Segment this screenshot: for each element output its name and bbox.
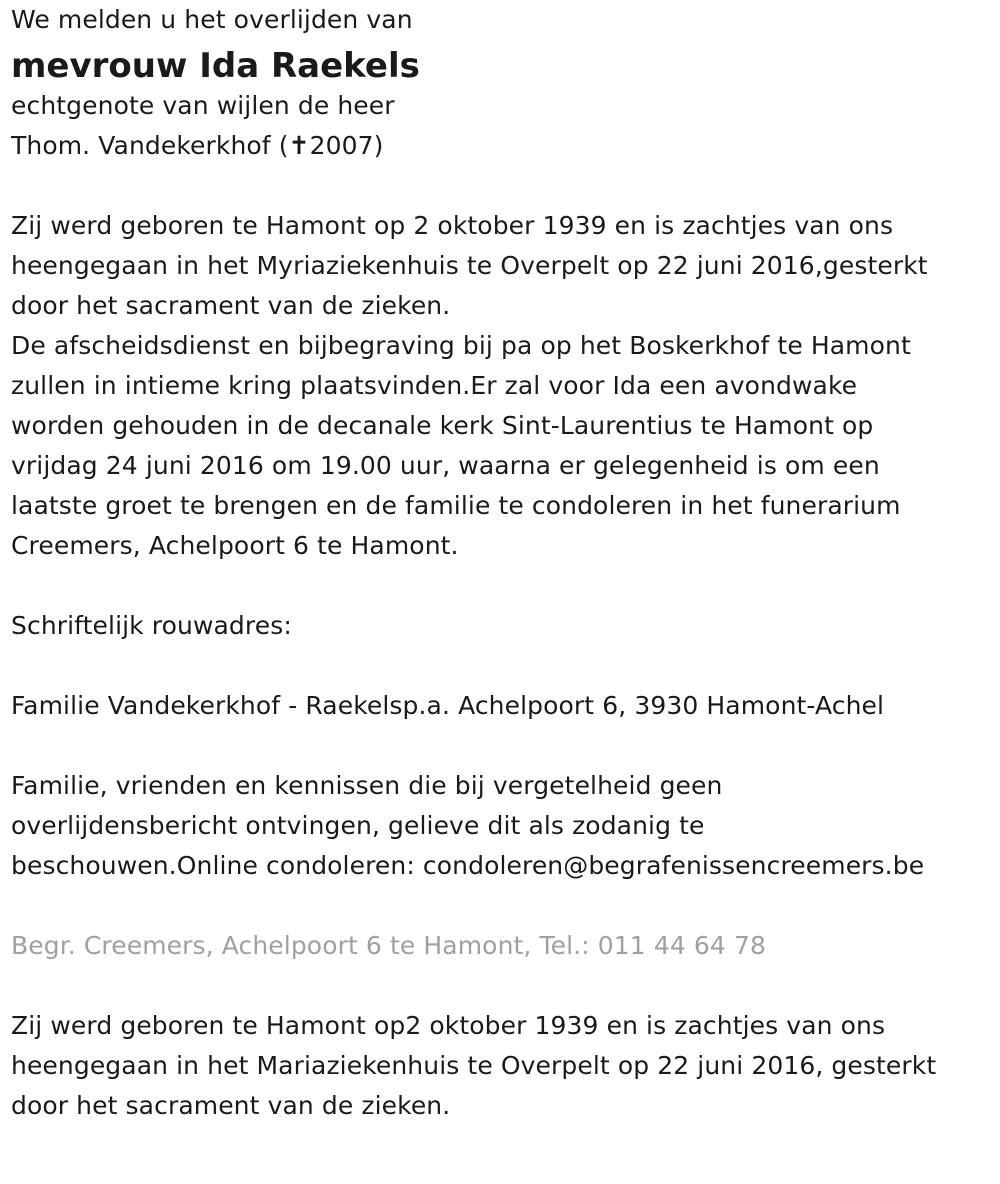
obituary-document — [11, 0, 996, 1126]
details-line: heengegaan in het Myriaziekenhuis te Overpelt op 22 juni 2016,gesterkt — [11, 251, 928, 280]
spouse-line-2: Thom. Vandekerkhof (✝2007) — [11, 131, 384, 160]
details-line: zullen in intieme kring plaatsvinden.Er zal voor Ida een avondwake — [11, 371, 858, 400]
details-paragraph — [11, 206, 996, 566]
spacer — [11, 166, 996, 206]
details-line: vrijdag 24 juni 2016 om 19.00 uur, waarna er gelegenheid is om een — [11, 451, 880, 480]
notice-line: overlijdensbericht ontvingen, gelieve dit als zodanig te — [11, 811, 705, 840]
spacer — [11, 646, 996, 686]
spacer — [11, 566, 996, 606]
address-value: Familie Vandekerkhof - Raekelsp.a. Achelpoort 6, 3930 Hamont-Achel — [11, 691, 885, 720]
summary-line: door het sacrament van de zieken. — [11, 1091, 451, 1120]
summary-line: Zij werd geboren te Hamont op2 oktober 1939 en is zachtjes van ons — [11, 1011, 886, 1040]
notice-line: beschouwen.Online condoleren: condoleren@begrafenissencreemers.be — [11, 851, 925, 880]
address-label: Schriftelijk rouwadres: — [11, 611, 292, 640]
deceased-name: mevrouw Ida Raekels — [11, 46, 420, 86]
spacer — [11, 966, 996, 1006]
spacer — [11, 726, 996, 766]
details-line: Creemers, Achelpoort 6 te Hamont. — [11, 531, 459, 560]
summary-line: heengegaan in het Mariaziekenhuis te Overpelt op 22 juni 2016, gesterkt — [11, 1051, 937, 1080]
details-line: worden gehouden in de decanale kerk Sint-Laurentius te Hamont op — [11, 411, 874, 440]
undertaker-contact: Begr. Creemers, Achelpoort 6 te Hamont, Tel.: 011 44 64 78 — [11, 931, 766, 960]
spouse-line-1: echtgenote van wijlen de heer — [11, 91, 395, 120]
details-line: De afscheidsdienst en bijbegraving bij pa op het Boskerkhof te Hamont — [11, 331, 911, 360]
notice-line: Familie, vrienden en kennissen die bij vergetelheid geen — [11, 771, 723, 800]
summary-paragraph — [11, 1006, 996, 1126]
notice-paragraph — [11, 766, 996, 886]
spacer — [11, 886, 996, 926]
details-line: laatste groet te brengen en de familie te condoleren in het funerarium — [11, 491, 901, 520]
details-line: Zij werd geboren te Hamont op 2 oktober 1939 en is zachtjes van ons — [11, 211, 894, 240]
intro-text: We melden u het overlijden van — [11, 5, 413, 34]
details-line: door het sacrament van de zieken. — [11, 291, 451, 320]
